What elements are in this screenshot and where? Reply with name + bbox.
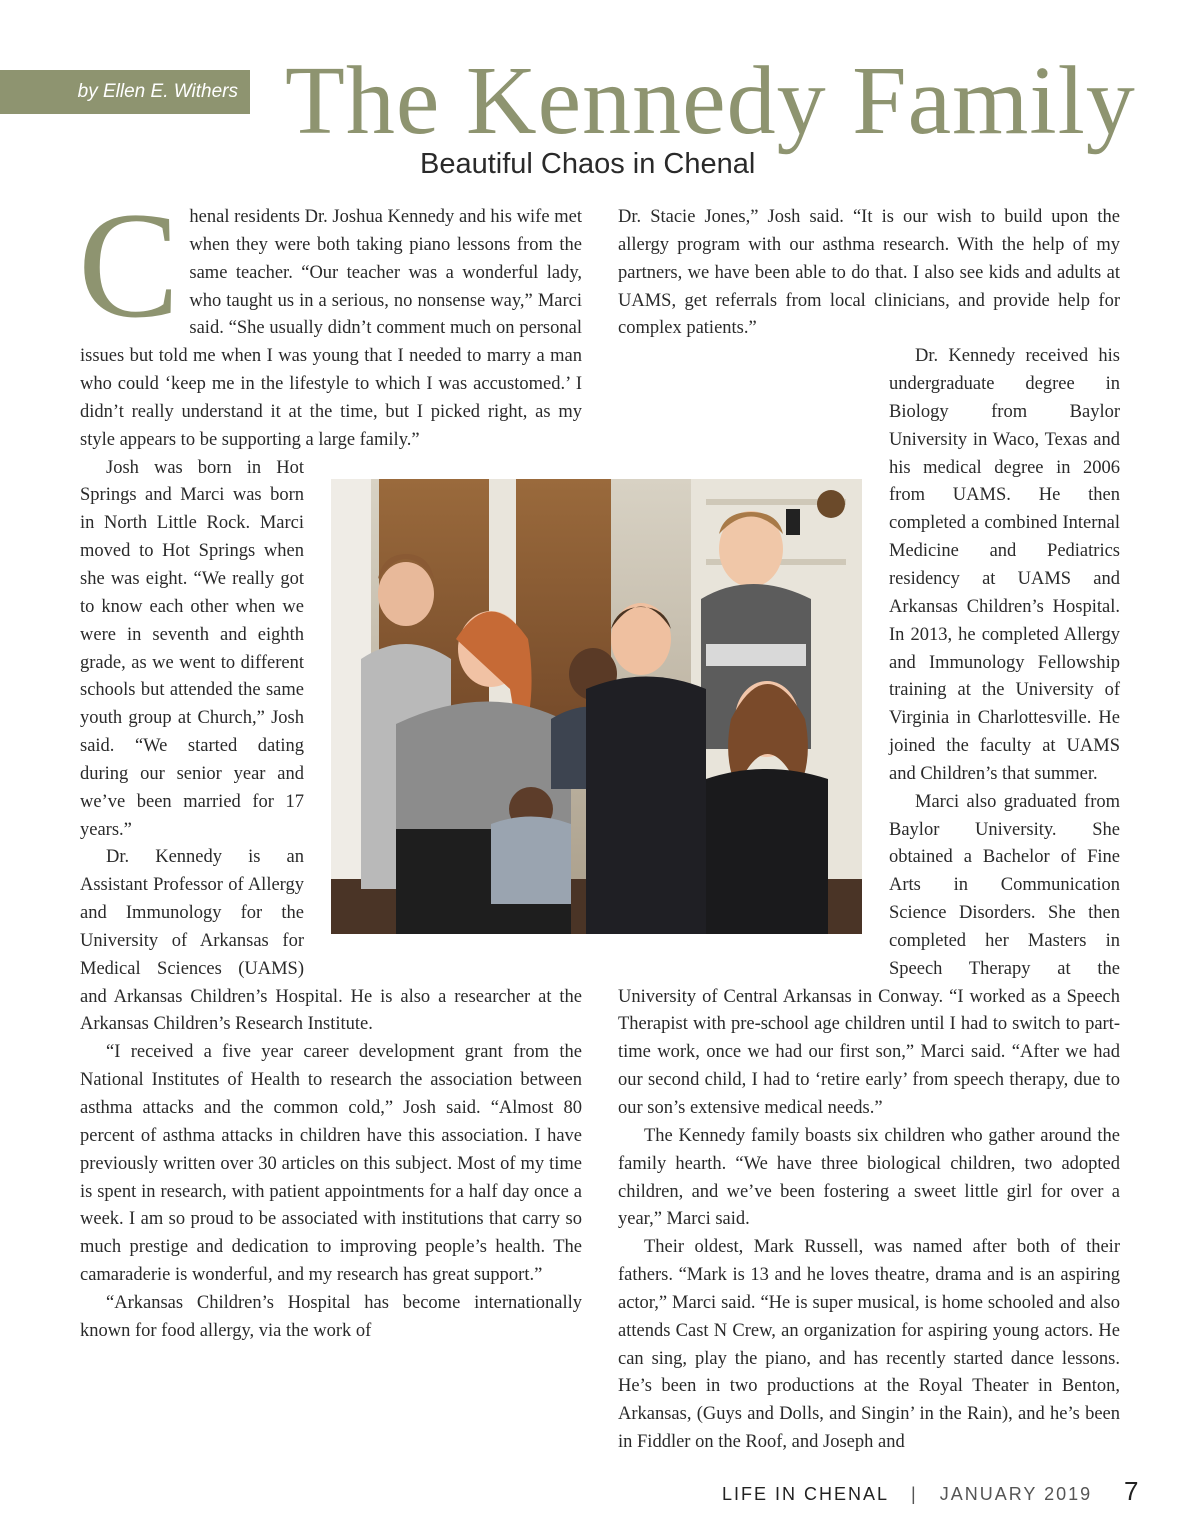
paragraph: “I received a five year career development grant from the National Institutes of Health to research the association between asthma attacks and the common cold,” Josh said. “Almost 80 percent of asthma attacks in children have this association. I have previously written over 30 articles on this subject. Most of my time is spent in research, with patient appointments for a half day once a week. I am so proud to be associated with institutions that carry so much prestige and dedication to improving people’s health. The camaraderie is wonderful, and my research has great support.”	[80, 1042, 582, 1286]
paragraph: Marci also graduated from Baylor University. She obtained a Bachelor of Fine Arts in Communication Science Disorders. She then completed her Masters in Speech Therapy at the University of Central Arkansas in Conway. “I worked as a Speech Therapist with pre-school age children until I had to switch to part-time work, once we had our first son,” Marci said. “After we had our second child, I had to ‘retire early’ from speech therapy, due to our son’s extensive medical needs.”	[618, 791, 1120, 1118]
family-photo	[331, 479, 862, 934]
paragraph: Their oldest, Mark Russell, was named after both of their fathers. “Mark is 13 and he loves theatre, drama and is an aspiring actor,” Marci said. “He is super musical, is home schooled and also attends Cast N Crew, an organization for aspiring young actors. He can sing, play the piano, and has recently started dance lessons. He’s been in two productions at the Royal Theater in Benton, Arkansas, (Guys and Dolls, and Singin’ in the Rain), and he’s been in Fiddler on the Roof, and Joseph and	[618, 1237, 1120, 1453]
paragraph: Dr. Kennedy received his undergraduate degree in Biology from Baylor University in Waco, Texas and his medical degree in 2006 from UAMS. He then completed a combined Internal Medicine and Pediatrics residency at UAMS and Arkansas Children’s Hospital. In 2013, he completed Allergy and Immunology Fellowship training at the University of Virginia in Charlottesville. He joined the faculty at UAMS and Children’s that summer.	[889, 346, 1120, 784]
paragraph: The Kennedy family boasts six children who gather around the family hearth. “We have three biological children, two adopted children, and we’ve been fostering a sweet little girl for over a year,” Marci said.	[618, 1125, 1120, 1230]
article-subtitle: Beautiful Chaos in Chenal	[420, 148, 756, 180]
paragraph: Dr. Kennedy is an Assistant Professor of Allergy and Immunology for the University of Arkansas for Medical Sciences (UAMS) and Arkansas Children’s Hospital. He is also a researcher at the Arkansas Children’s Research Institute.	[80, 847, 582, 1035]
paragraph: “Arkansas Children’s Hospital has become internationally known for food allergy, via the work of	[80, 1292, 582, 1341]
publication-name: LIFE IN CHENAL	[722, 1483, 890, 1504]
byline: by Ellen E. Withers	[0, 70, 250, 114]
page-number: 7	[1124, 1476, 1139, 1506]
article-title: The Kennedy Family	[285, 47, 1136, 155]
issue-date: JANUARY 2019	[939, 1483, 1093, 1504]
paragraph: Josh was born in Hot Springs and Marci was born in North Little Rock. Marci moved to Hot Springs when she was eight. “We really got to know each other when we were in seventh and eighth grade, as we went to different schools but attended the same youth group at Church,” Josh said. “We started dating during our senior year and we’ve been married for 17 years.”	[80, 457, 304, 840]
drop-cap: C	[78, 181, 180, 349]
page-footer	[722, 1480, 1092, 1508]
paragraph: henal residents Dr. Joshua Kennedy and his wife met when they were both taking piano lessons from the same teacher. “Our teacher was a wonderful lady, who taught us in a serious, no nonsense way,” Marci said. “She usually didn’t comment much on personal issues but told me when I was young that I needed to marry a man who could ‘keep me in the lifestyle to which I was accustomed.’ I didn’t really understand it at the time, but I picked right, as my style appears to be supporting a large family.”	[80, 207, 582, 450]
footer-separator: |	[911, 1483, 918, 1504]
paragraph: Dr. Stacie Jones,” Josh said. “It is our wish to build upon the allergy program with our asthma research. With the help of my partners, we have been able to do that. I also see kids and adults at UAMS, get referrals from local clinicians, and provide help for complex patients.”	[618, 207, 1120, 339]
